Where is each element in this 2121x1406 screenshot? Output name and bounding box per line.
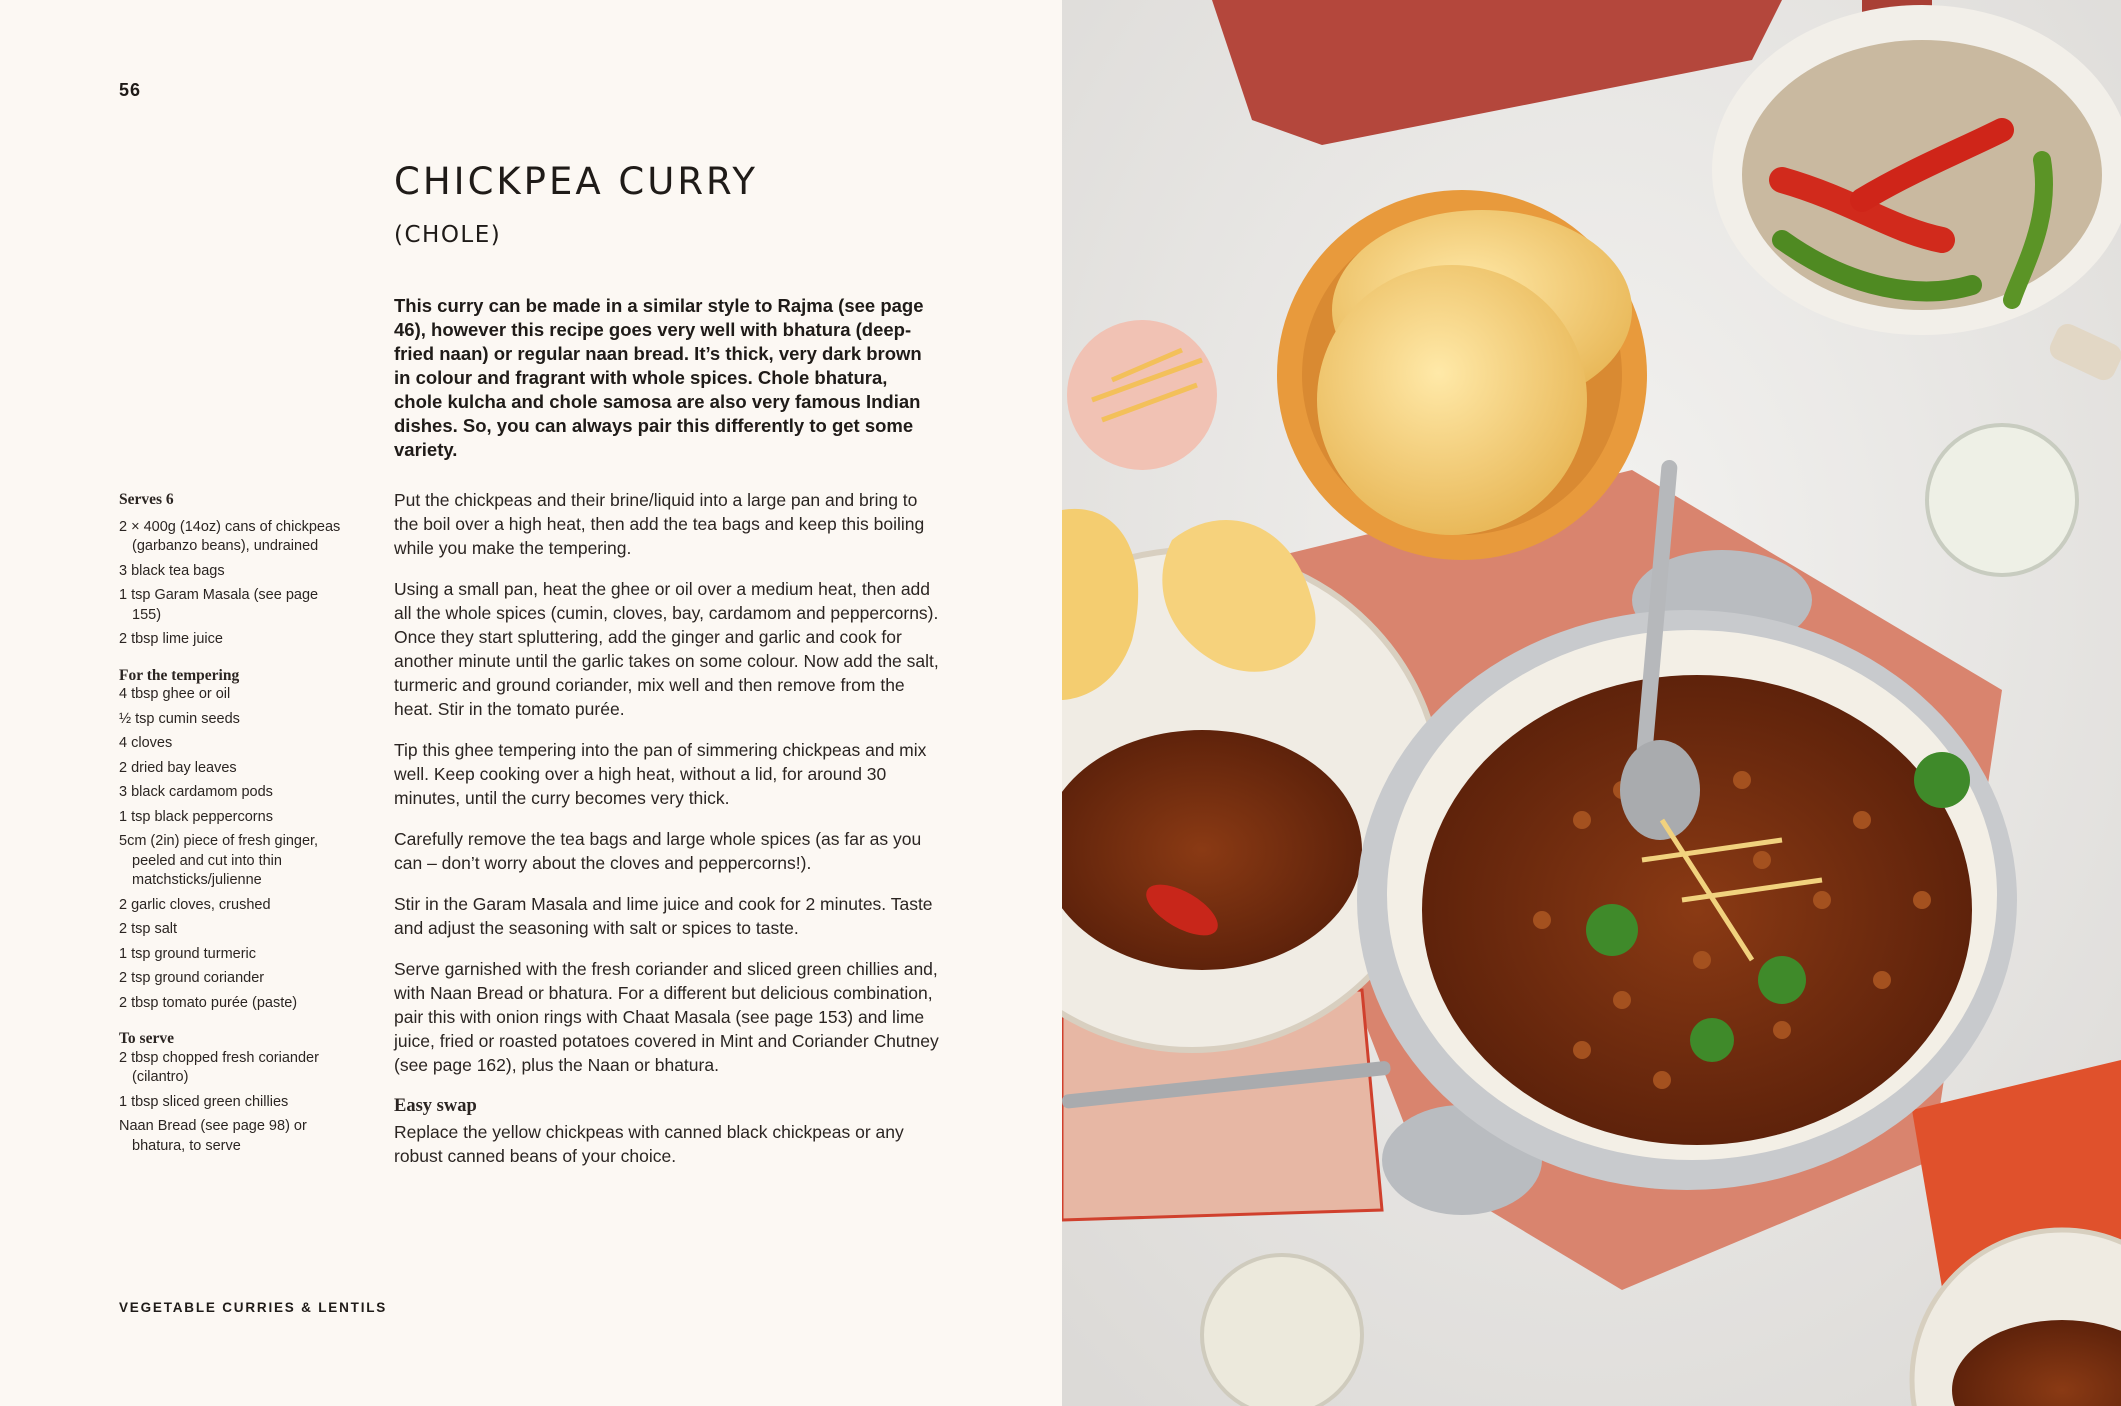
recipe-subtitle: (CHOLE)	[394, 222, 502, 248]
tempering-heading: For the tempering	[119, 666, 240, 684]
ingredient-item: 2 tsp salt	[119, 921, 178, 937]
page-number: 56	[119, 80, 142, 100]
serve-heading: To serve	[119, 1030, 174, 1047]
serving-spoon-bowl	[1620, 740, 1700, 840]
ingredient-item: 2 × 400g (14oz) cans of chickpeas (garbanzo beans), undrained	[119, 518, 341, 554]
ingredient-item: Naan Bread (see page 98) or bhatura, to serve	[119, 1118, 307, 1154]
ingredient-item: 1 tsp black peppercorns	[119, 808, 273, 825]
ingredient-item: 3 black tea bags	[119, 562, 225, 579]
bhatura-bread	[1317, 265, 1587, 535]
water-glass	[1927, 425, 2077, 575]
ingredient-item: 2 dried bay leaves	[119, 759, 237, 776]
serves-heading: Serves 6	[119, 491, 174, 508]
chickpea-curry	[1422, 675, 1972, 1145]
easy-swap-text: Replace the yellow chickpeas with canned black chickpeas or any robust canned beans of your choice.	[394, 1122, 904, 1166]
ingredient-item: 4 tbsp ghee or oil	[119, 686, 231, 702]
ingredient-item: 2 garlic cloves, crushed	[119, 896, 271, 913]
easy-swap-heading: Easy swap	[394, 1096, 477, 1116]
ingredient-item: 1 tbsp sliced green chillies	[119, 1093, 289, 1110]
section-footer: VEGETABLE CURRIES & LENTILS	[119, 1300, 388, 1315]
ingredient-item: 2 tbsp lime juice	[119, 631, 223, 647]
ingredient-item: 1 tsp ground turmeric	[119, 945, 257, 962]
ingredient-item: ½ tsp cumin seeds	[119, 710, 240, 727]
food-photo	[1062, 0, 2121, 1406]
ingredient-item: 2 tbsp tomato purée (paste)	[119, 994, 298, 1011]
recipe-title: CHICKPEA CURRY	[394, 160, 758, 203]
method-step: Put the chickpeas and their brine/liquid into a large pan and bring to the boil over a high heat, then add the tea bags and keep this boiling while you make the tempering.	[394, 490, 925, 558]
ingredients-main-group	[119, 490, 349, 650]
recipe-intro: This curry can be made in a similar style to Rajma (see page 46), however this recipe goes very well with bhatura (deep-fried naan) or regular naan bread. It’s thick, very dark brown in colour and fragrant with whole spices. Chole bhatura, chole kulcha and chole samosa are also very famous Indian dishes. So, you can always pair this differently to get some variety.	[394, 295, 924, 460]
ingredients-tempering-group	[119, 666, 349, 1014]
method-step: Carefully remove the tea bags and large whole spices (as far as you can – don’t worry about the cloves and peppercorns!).	[394, 829, 922, 873]
ingredients-list	[119, 490, 349, 1172]
ingredient-item: 4 cloves	[119, 735, 173, 751]
ingredient-item: 2 tsp ground coriander	[119, 970, 265, 986]
ingredient-item: 3 black cardamom pods	[119, 784, 273, 800]
method-step: Using a small pan, heat the ghee or oil over a medium heat, then add all the whole spices (cumin, cloves, bay, cardamom and peppercorns). Once they start spluttering, add the ginger and garlic and cook for another minute until the garlic takes on some colour. Now add the salt, turmeric and ground coriander, mix well and then remove from the heat. Stir in the tomato purée.	[394, 579, 939, 719]
ingredients-serve-group	[119, 1029, 349, 1156]
method-step: Serve garnished with the fresh coriander and sliced green chillies and, with Naan Bread or bhatura. For a different but delicious combination, pair this with onion rings with Chaat Masala (see page 153) and lime juice, fried or roasted potatoes covered in Mint and Coriander Chutney (see page 162), plus the Naan or bhatura.	[394, 959, 939, 1075]
ingredient-item: 5cm (2in) piece of fresh ginger, peeled and cut into thin matchsticks/julienne	[119, 833, 319, 888]
ingredient-item: 2 tbsp chopped fresh coriander (cilantro)	[119, 1049, 319, 1085]
method-steps	[394, 488, 944, 1185]
ingredient-item: 1 tsp Garam Masala (see page 155)	[119, 587, 319, 623]
water-glass-bottom	[1202, 1255, 1362, 1406]
method-step: Tip this ghee tempering into the pan of simmering chickpeas and mix well. Keep cooking over a high heat, without a lid, for around 30 minutes, until the curry becomes very thick.	[394, 740, 927, 808]
method-step: Stir in the Garam Masala and lime juice and cook for 2 minutes. Taste and adjust the seasoning with salt or spices to taste.	[394, 894, 933, 938]
garnish-dish	[1067, 320, 1217, 470]
